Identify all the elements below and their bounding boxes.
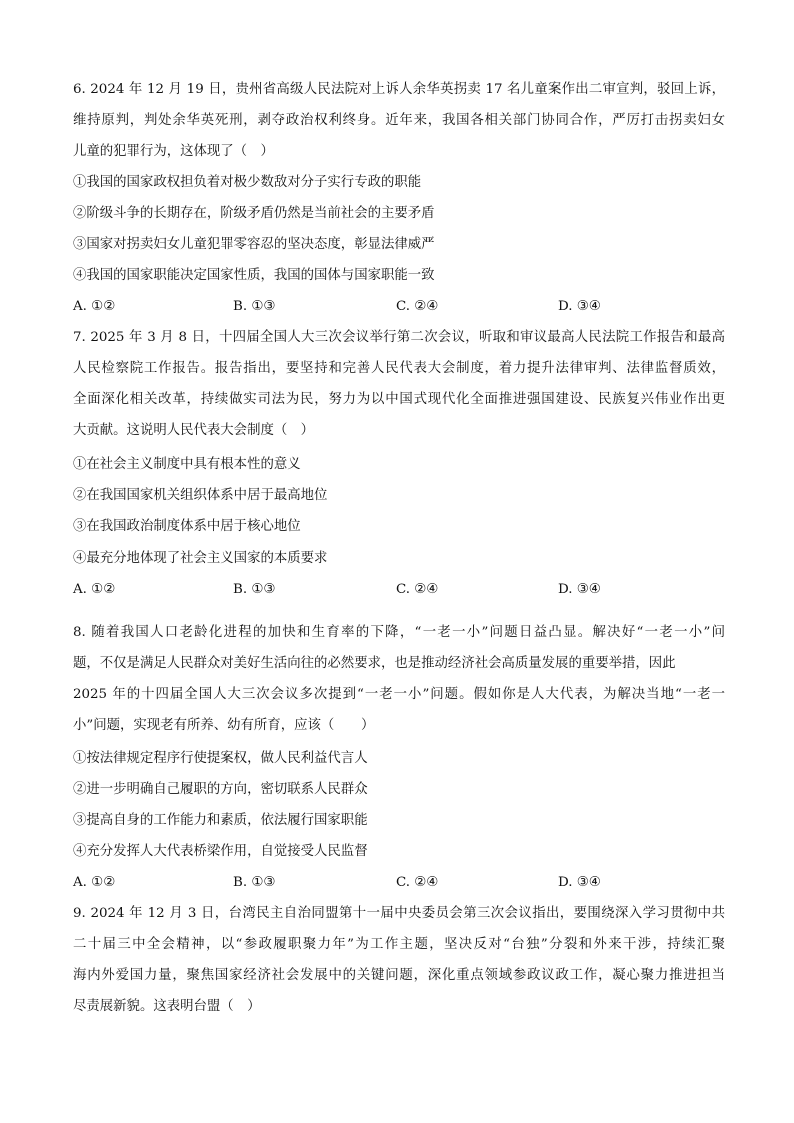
answer-choice-d: D. ③④: [558, 582, 601, 597]
statement-option: ④充分发挥人大代表桥梁作用，自觉接受人民监督: [73, 844, 368, 859]
statement-option: ②进一步明确自己履职的方向，密切联系人民群众: [73, 782, 368, 797]
statement-option: ①在社会主义制度中具有根本性的意义: [73, 457, 301, 472]
statement-option: ①按法律规定程序行使提案权，做人民利益代言人: [73, 751, 368, 766]
question-stem-line: 儿童的犯罪行为，这体现了（ ）: [73, 144, 274, 159]
question-stem-line: 维持原判，判处余华英死刑，剥夺政治权利终身。近年来，我国各相关部门协同合作，严厉打击拐卖妇女: [73, 113, 725, 128]
statement-option: ①我国的国家政权担负着对极少数敌对分子实行专政的职能: [73, 175, 422, 190]
statement-option: ③在我国政治制度体系中居于核心地位: [73, 519, 301, 534]
question-stem-line: 人民检察院工作报告。报告指出，要坚持和完善人民代表大会制度，着力提升法律审判、法律监督质效，: [73, 361, 725, 376]
answer-choice-c: C. ②④: [396, 582, 439, 597]
statement-option: ②阶级斗争的长期存在，阶级矛盾仍然是当前社会的主要矛盾: [73, 206, 435, 221]
question-stem-line: 2025 年的十四届全国人大三次会议多次提到“一老一小”问题。假如你是人大代表，为解决当地“一老一: [73, 687, 725, 702]
question-stem-line: 尽责展新貌。这表明台盟（ ）: [73, 999, 261, 1014]
answer-choice-b: B. ①③: [233, 299, 276, 314]
answer-choice-a: A. ①②: [73, 875, 116, 890]
statement-option: ④我国的国家职能决定国家性质，我国的国体与国家职能一致: [73, 268, 435, 283]
question-stem-line: 大贡献。这说明人民代表大会制度（ ）: [73, 423, 315, 438]
question-stem-line: 二十届三中全会精神，以“参政履职聚力年”为工作主题，坚决反对“台独”分裂和外来干涉，持续汇聚: [73, 937, 725, 952]
question-stem-line: 7. 2025 年 3 月 8 日，十四届全国人大三次会议举行第二次会议，听取和审议最高人民法院工作报告和最高: [73, 330, 725, 345]
statement-option: ②在我国国家机关组织体系中居于最高地位: [73, 488, 328, 503]
question-stem-line: 海内外爱国力量，聚焦国家经济社会发展中的关键问题，深化重点领域参政议政工作，凝心聚力推进担当: [73, 968, 725, 983]
question-stem-line: 8. 随着我国人口老龄化进程的加快和生育率的下降，“一老一小”问题日益凸显。解决好“一老一小”问: [73, 625, 725, 640]
question-stem-line: 9. 2024 年 12 月 3 日，台湾民主自治同盟第十一届中央委员会第三次会议指出，要围绕深入学习贯彻中共: [73, 906, 725, 921]
statement-option: ④最充分地体现了社会主义国家的本质要求: [73, 551, 328, 566]
answer-choice-b: B. ①③: [233, 875, 276, 890]
answer-choice-c: C. ②④: [396, 875, 439, 890]
answer-choice-a: A. ①②: [73, 299, 116, 314]
question-stem-line: 题，不仅是满足人民群众对美好生活向往的必然要求，也是推动经济社会高质量发展的重要举措，因此: [73, 656, 676, 671]
statement-option: ③提高自身的工作能力和素质，依法履行国家职能: [73, 813, 368, 828]
question-stem-line: 小”问题，实现老有所养、幼有所育，应该（ ）: [73, 718, 375, 733]
question-stem-line: 6. 2024 年 12 月 19 日，贵州省高级人民法院对上诉人余华英拐卖 17 名儿童案作出二审宣判，驳回上诉，: [73, 82, 725, 97]
answer-choice-c: C. ②④: [396, 299, 439, 314]
answer-choice-a: A. ①②: [73, 582, 116, 597]
answer-choice-d: D. ③④: [558, 299, 601, 314]
question-stem-line: 全面深化相关改革，持续做实司法为民，努力为以中国式现代化全面推进强国建设、民族复兴伟业作出更: [73, 392, 725, 407]
answer-choice-b: B. ①③: [233, 582, 276, 597]
statement-option: ③国家对拐卖妇女儿童犯罪零容忍的坚决态度，彰显法律威严: [73, 237, 435, 252]
answer-choice-d: D. ③④: [558, 875, 601, 890]
